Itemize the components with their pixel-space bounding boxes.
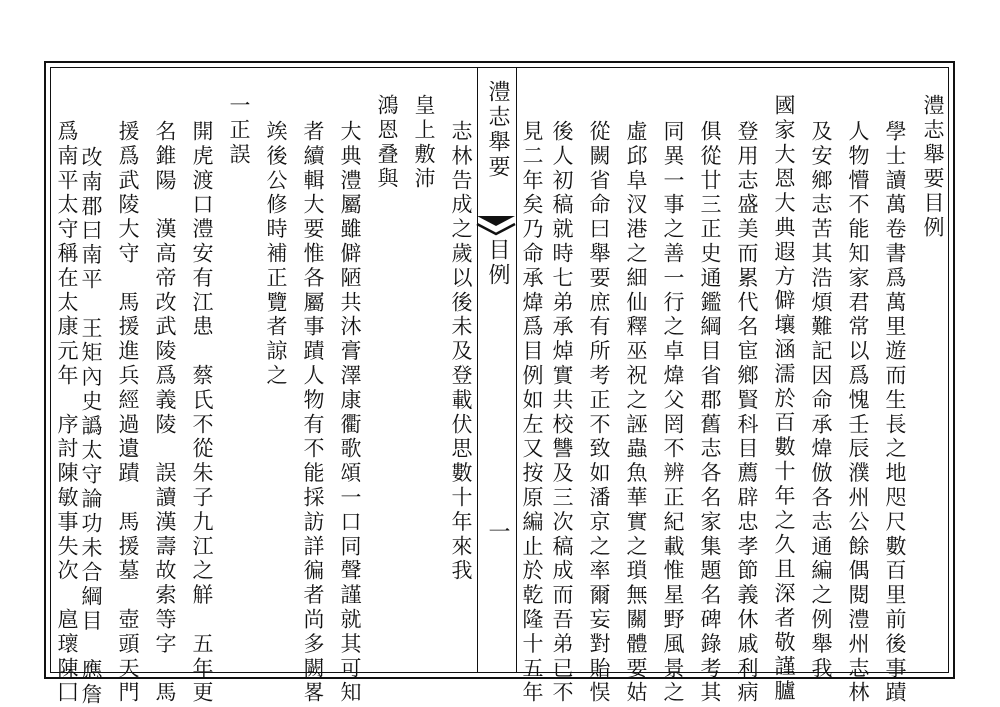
left-column-2: 皇上敷沛	[412, 94, 436, 192]
left-column-7: 一正誤	[227, 94, 251, 168]
right-column-3: 人物懵不能知家君常以爲愧壬辰濮州公餘偶閱澧州志林	[846, 120, 870, 706]
left-column-10: 援爲武陵大守 馬援進兵經過遺蹟 馬援墓 壺頭天門	[116, 120, 140, 706]
right-column-4: 及安鄉志苦其浩煩難記因命承煒倣各志通編之例舉我	[809, 120, 833, 682]
right-column-1: 澧志舉要目例	[921, 94, 945, 241]
left-column-8: 開虎渡口澧安有江患 蔡氏不從朱子九江之觧 五年更	[190, 120, 214, 706]
center-rule-right	[516, 67, 517, 673]
left-column-9: 名錐陽 漢高帝改武陵爲義陵 誤讀漢壽故索等字 馬	[153, 120, 177, 706]
right-column-10: 從闕省命曰舉要庶有所考正不致如潘京之率爾妄對貽悮	[587, 120, 611, 706]
right-column-5: 國家大恩大典遐方僻壤涵濡於百數十年之久且深者敬謹臚	[772, 94, 796, 704]
left-column-11: 改南郡曰南平 王矩內史譌太守論功未合綱目 應詹	[79, 146, 103, 707]
center-page-number: 一	[485, 520, 510, 545]
left-column-4: 大典澧屬雖僻陋共沐膏澤康衢歌頌一口同聲謹就其可知	[338, 120, 362, 706]
left-column-1: 志林告成之歲以後未及登載伏思數十年來我	[449, 120, 473, 584]
right-column-7: 俱從廿三正史通鑑綱目省郡舊志各名家集題名碑錄考其	[698, 120, 722, 706]
center-title: 澧志舉要	[485, 80, 510, 180]
left-column-12: 爲南平太守稱在太康元年 序討陳敏事失次 扈瓌陳囗	[55, 120, 79, 706]
left-column-3: 鴻恩叠與	[375, 94, 399, 192]
center-section: 目例	[485, 238, 510, 288]
center-rule-left	[477, 67, 478, 673]
right-column-2: 學士讀萬卷書爲萬里遊而生長之地咫尺數百里前後事蹟	[883, 120, 907, 706]
right-column-6: 登用志盛美而累代名宦鄉賢科目薦辟忠孝節義休戚利病	[735, 120, 759, 706]
right-column-12: 見二年矣乃命承煒爲目例如左又按原編止於乾隆十五年	[520, 120, 544, 706]
right-column-8: 同異一事之善一行之卓煒父罔不辨正紀載惟星野風景之	[661, 120, 685, 706]
left-column-5: 者續輯大要惟各屬事蹟人物有不能採訪詳徧者尚多闕畧	[301, 120, 325, 706]
left-column-6: 竢後公修時補正覽者諒之	[264, 120, 288, 389]
right-column-9: 虛邱阜汊港之細仙釋巫祝之誣蟲魚華實之瑣無關體要姑	[624, 120, 648, 706]
right-column-11: 後人初稿就時七弟承焯實共校讐及三次稿成而吾弟已不	[550, 120, 574, 706]
fish-tail-icon	[476, 214, 516, 236]
